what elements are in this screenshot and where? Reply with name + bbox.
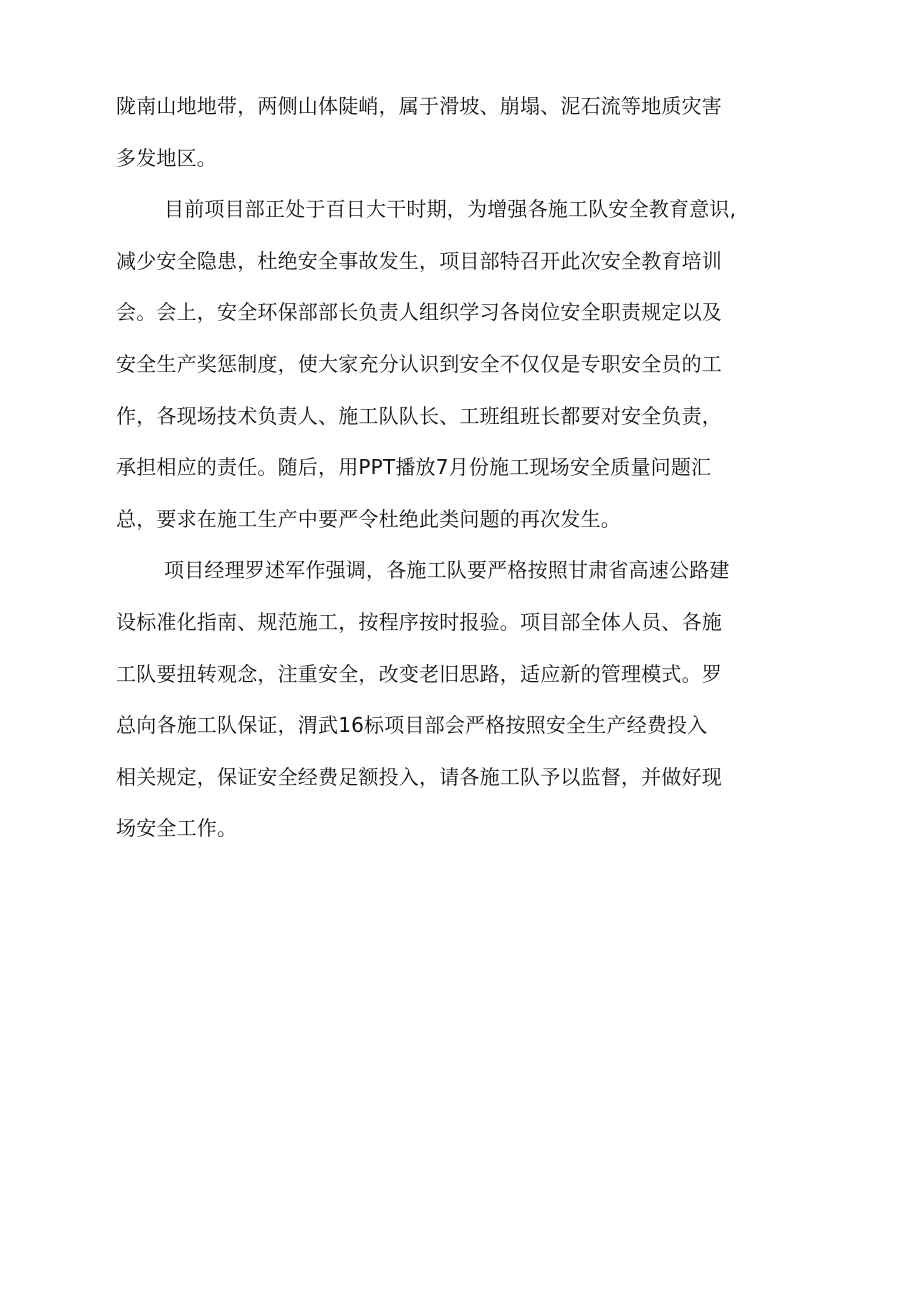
text-line: 场安全工作。 (116, 816, 238, 841)
text-line: 总，要求在施工生产中要严令杜绝此类问题的再次发生。 (116, 506, 621, 531)
text-line: 减少安全隐患，杜绝安全事故发生，项目部特召开此次安全教育培训 (116, 248, 722, 273)
text-line: 安全生产奖惩制度，使大家充分认识到安全不仅仅是专职安全员的工 (116, 351, 722, 376)
text-line: 工队要扭转观念，注重安全，改变老旧思路，适应新的管理模式。罗 (116, 661, 722, 686)
text-line: 设标准化指南、规范施工，按程序按时报验。项目部全体人员、各施 (116, 609, 722, 634)
paragraph-start-line: 目前项目部正处于百日大干时期，为增强各施工队安全教育意识, (164, 197, 737, 222)
text-line: 总向各施工队保证，渭武16标项目部会严格按照安全生产经费投入 (116, 713, 708, 738)
text-line: 作，各现场技术负责人、施工队队长、工班组班长都要对安全负责， (116, 403, 722, 428)
body-text (116, 81, 796, 855)
text-line: 承担相应的责任。随后，用PPT播放7月份施工现场安全质量问题汇 (116, 455, 712, 480)
text-line: 陇南山地地带，两侧山体陡峭，属于滑坡、崩塌、泥石流等地质灾害 (116, 94, 722, 118)
text-line: 多发地区。 (116, 145, 217, 170)
text-line: 会。会上，安全环保部部长负责人组织学习各岗位安全职责规定以及 (116, 300, 722, 325)
paragraph-start-line: 项目经理罗述军作强调，各施工队要严格按照甘肃省高速公路建 (164, 558, 730, 583)
text-line: 相关规定，保证安全经费足额投入，请各施工队予以监督，并做好现 (116, 764, 722, 789)
